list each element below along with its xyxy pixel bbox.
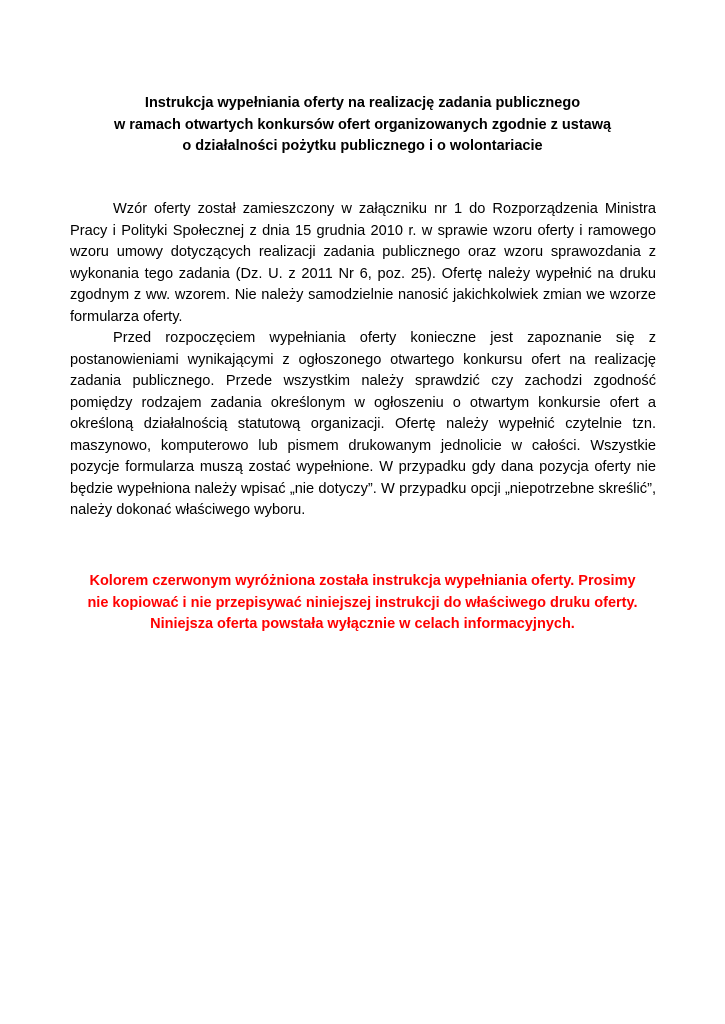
- paragraph-2: Przed rozpoczęciem wypełniania oferty konieczne jest zapoznanie się z postanowieniami wynikającymi z ogłoszonego otwartego konkursu ofert na realizację zadania publicznego. Przede wszystkim należy sprawdzić czy zachodzi zgodność pomiędzy rodzajem zadania określonym w ogłoszeniu o otwartym konkursie ofert a określoną działalnością statutową organizacji. Ofertę należy wypełnić czytelnie tzn. maszynowo, komputerowo lub pismem drukowanym jednolicie w całości. Wszystkie pozycje formularza muszą zostać wypełnione. W przypadku gdy dana pozycja oferty nie będzie wypełniona należy wpisać „nie dotyczy”. W przypadku opcji „niepotrzebne skreślić”, należy dokonać właściwego wyboru.: [70, 330, 656, 518]
- notice-line-2: nie kopiować i nie przepisywać niniejszej instrukcji do właściwego druku oferty.: [87, 594, 638, 611]
- title-line-2: w ramach otwartych konkursów ofert organizowanych zgodnie z ustawą: [113, 116, 612, 133]
- title-line-1: Instrukcja wypełniania oferty na realizację zadania publicznego: [144, 95, 581, 111]
- title-line-3: o działalności pożytku publicznego i o wolontariacie: [182, 138, 543, 154]
- document-body: [70, 199, 656, 522]
- notice-line-1: Kolorem czerwonym wyróżniona została instrukcja wypełniania oferty. Prosimy: [89, 573, 636, 589]
- notice-line-3: Niniejsza oferta powstała wyłącznie w celach informacyjnych.: [150, 616, 575, 632]
- document-title: [60, 93, 665, 158]
- red-notice: [60, 571, 665, 636]
- paragraph-1: Wzór oferty został zamieszczony w załączniku nr 1 do Rozporządzenia Ministra Pracy i Polityki Społecznej z dnia 15 grudnia 2010 r. w sprawie wzoru oferty i ramowego wzoru umowy dotyczących realizacji zadania publicznego oraz wzoru sprawozdania z wykonania tego zadania (Dz. U. z 2011 Nr 6, poz. 25). Ofertę należy wypełnić na druku zgodnym z ww. wzorem. Nie należy samodzielnie nanosić jakichkolwiek zmian we wzorze formularza oferty.: [70, 201, 656, 325]
